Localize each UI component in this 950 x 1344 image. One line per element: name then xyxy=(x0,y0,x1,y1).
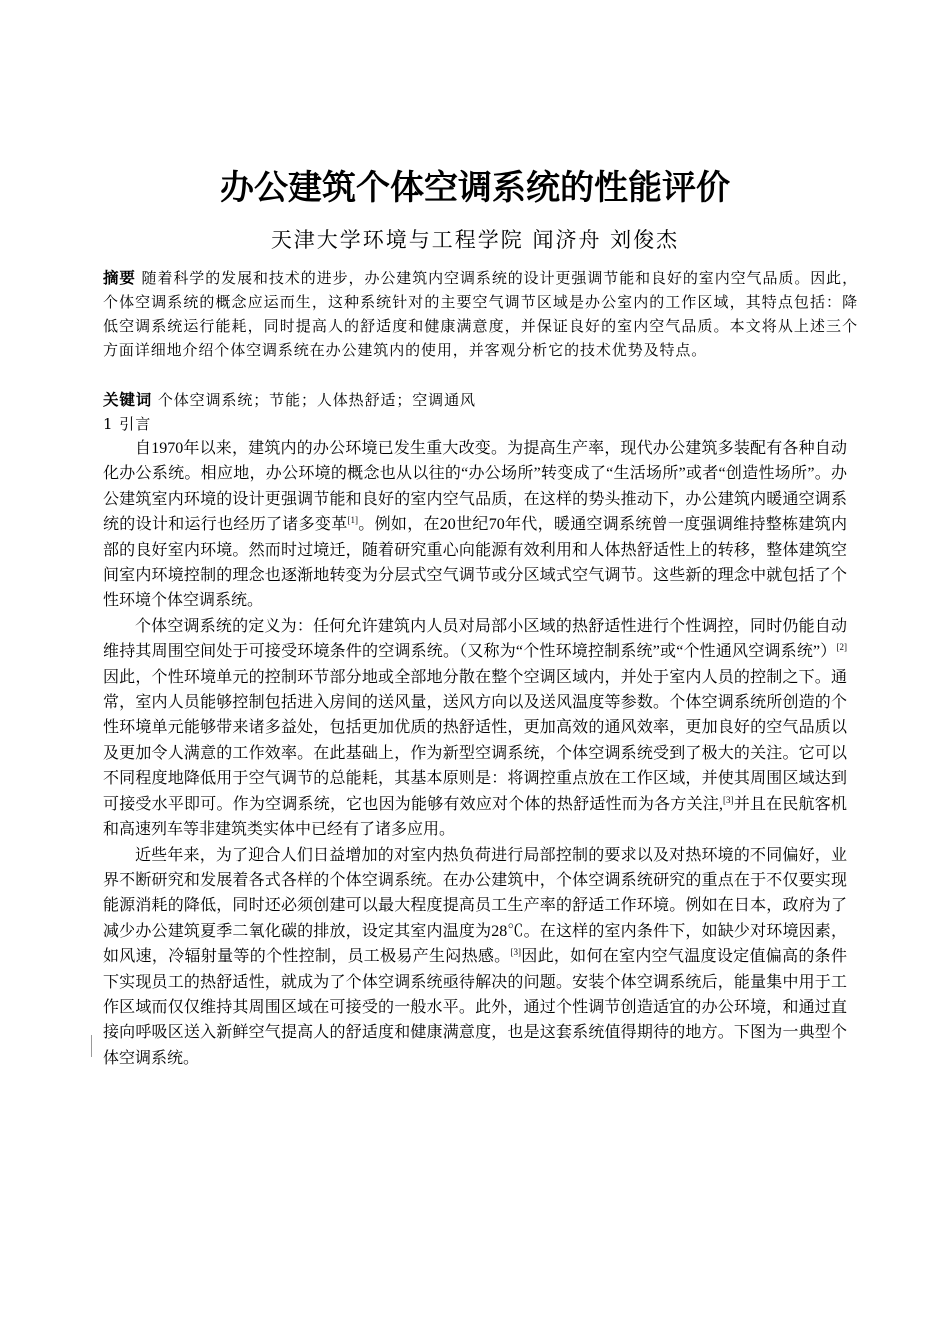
citation: [3] xyxy=(510,947,521,958)
abstract-label: 摘要 xyxy=(103,269,136,287)
paper-authors: 天津大学环境与工程学院 闻济舟 刘俊杰 xyxy=(270,228,680,252)
citation: [1] xyxy=(347,515,358,526)
paragraph-text: 并且在民航客机和高速列车等非建筑类实体中已经有了诸多应用。 xyxy=(103,795,847,839)
keywords-label: 关键词 xyxy=(103,391,153,409)
section-heading: 1 引言 xyxy=(103,415,152,433)
paragraph-3 xyxy=(103,843,847,1072)
keywords-text: 个体空调系统；节能；人体热舒适；空调通风 xyxy=(157,391,476,409)
paragraph-1 xyxy=(103,436,847,614)
paper-title: 办公建筑个体空调系统的性能评价 xyxy=(220,168,730,208)
paragraph-text: 自1970年以来，建筑内的办公环境已发生重大改变。为提高生产率，现代办公建筑多装配有各种自动化办公系统。相应地，办公环境的概念也从以往的“办公场所”转变成了“生活场所”或者“创造性场所”。办公建筑室内环境的设计更强调节能和良好的室内空气品质，在这样的势头推动下，办公建筑内暖通空调系统的设计和运行也经历了诸多变革 xyxy=(103,440,847,534)
paragraph-text: 个体空调系统的定义为：任何允许建筑内人员对局部小区域的热舒适性进行个性调控，同时仍能自动维持其周围空间处于可接受环境条件的空调系统。（又称为“个性环境控制系统”或“个性通风空调系统”） xyxy=(103,617,847,661)
paragraph-text: 因此，如何在室内空气温度设定值偏高的条件下实现员工的热舒适性，就成为了个体空调系统亟待解决的问题。安装个体空调系统后，能量集中用于工作区域而仅仅维持其周围区域在可接受的一般水平。此外，通过个性调节创造适宜的办公环境，和通过直接向呼吸区送入新鲜空气提高人的舒适度和健康满意度，也是这套系统值得期待的地方。下图为一典型个体空调系统。 xyxy=(103,948,847,1067)
body-text xyxy=(103,436,847,1071)
margin-change-bar xyxy=(91,1035,92,1057)
abstract-text: 随着科学的发展和技术的进步，办公建筑内空调系统的设计更强调节能和良好的室内空气品质。因此，个体空调系统的概念应运而生，这种系统针对的主要空气调节区域是办公室内的工作区域，其特点包括：降低空调系统运行能耗，同时提高人的舒适度和健康满意度，并保证良好的室内空气品质。本文将从上述三个方面详细地介绍个体空调系统在办公建筑内的使用，并客观分析它的技术优势及特点。 xyxy=(103,269,858,359)
keywords xyxy=(103,388,858,412)
citation: [3] xyxy=(723,794,734,805)
paragraph-text: 因此，个性环境单元的控制环节部分地或全部地分散在整个空调区域内，并处于室内人员的控制之下。通常，室内人员能够控制包括进入房间的送风量，送风方向以及送风温度等参数。个体空调系统所创造的个性环境单元能够带来诸多益处，包括更加优质的热舒适性，更加高效的通风效率，更加良好的空气品质以及更加令人满意的工作效率。在此基础上，作为新型空调系统，个体空调系统受到了极大的关注。它可以不同程度地降低用于空气调节的总能耗，其基本原则是：将调控重点放在工作区域，并使其周围区域达到可接受水平即可。作为空调系统，它也因为能够有效应对个体的热舒适性而为各方关注, xyxy=(103,668,847,813)
abstract xyxy=(103,266,858,362)
paragraph-2 xyxy=(103,614,847,843)
citation: [2] xyxy=(836,642,847,653)
paragraph-text: 近些年来，为了迎合人们日益增加的对室内热负荷进行局部控制的要求以及对热环境的不同偏好，业界不断研究和发展着各式各样的个体空调系统。在办公建筑中，个体空调系统研究的重点在于不仅要实现能源消耗的降低，同时还必须创建可以最大程度提高员工生产率的舒适工作环境。例如在日本，政府为了减少办公建筑夏季二氧化碳的排放，设定其室内温度为28℃。在这样的室内条件下，如缺少对环境因素，如风速，冷辐射量等的个性控制，员工极易产生闷热感。 xyxy=(103,846,847,966)
paragraph-text: 。例如，在20世纪70年代，暖通空调系统曾一度强调维持整栋建筑内部的良好室内环境。然而时过境迁，随着研究重心向能源有效利用和人体热舒适性上的转移，整体建筑空间室内环境控制的理念也逐渐地转变为分层式空气调节或分区域式空气调节。这些新的理念中就包括了个性环境个体空调系统。 xyxy=(103,516,847,610)
